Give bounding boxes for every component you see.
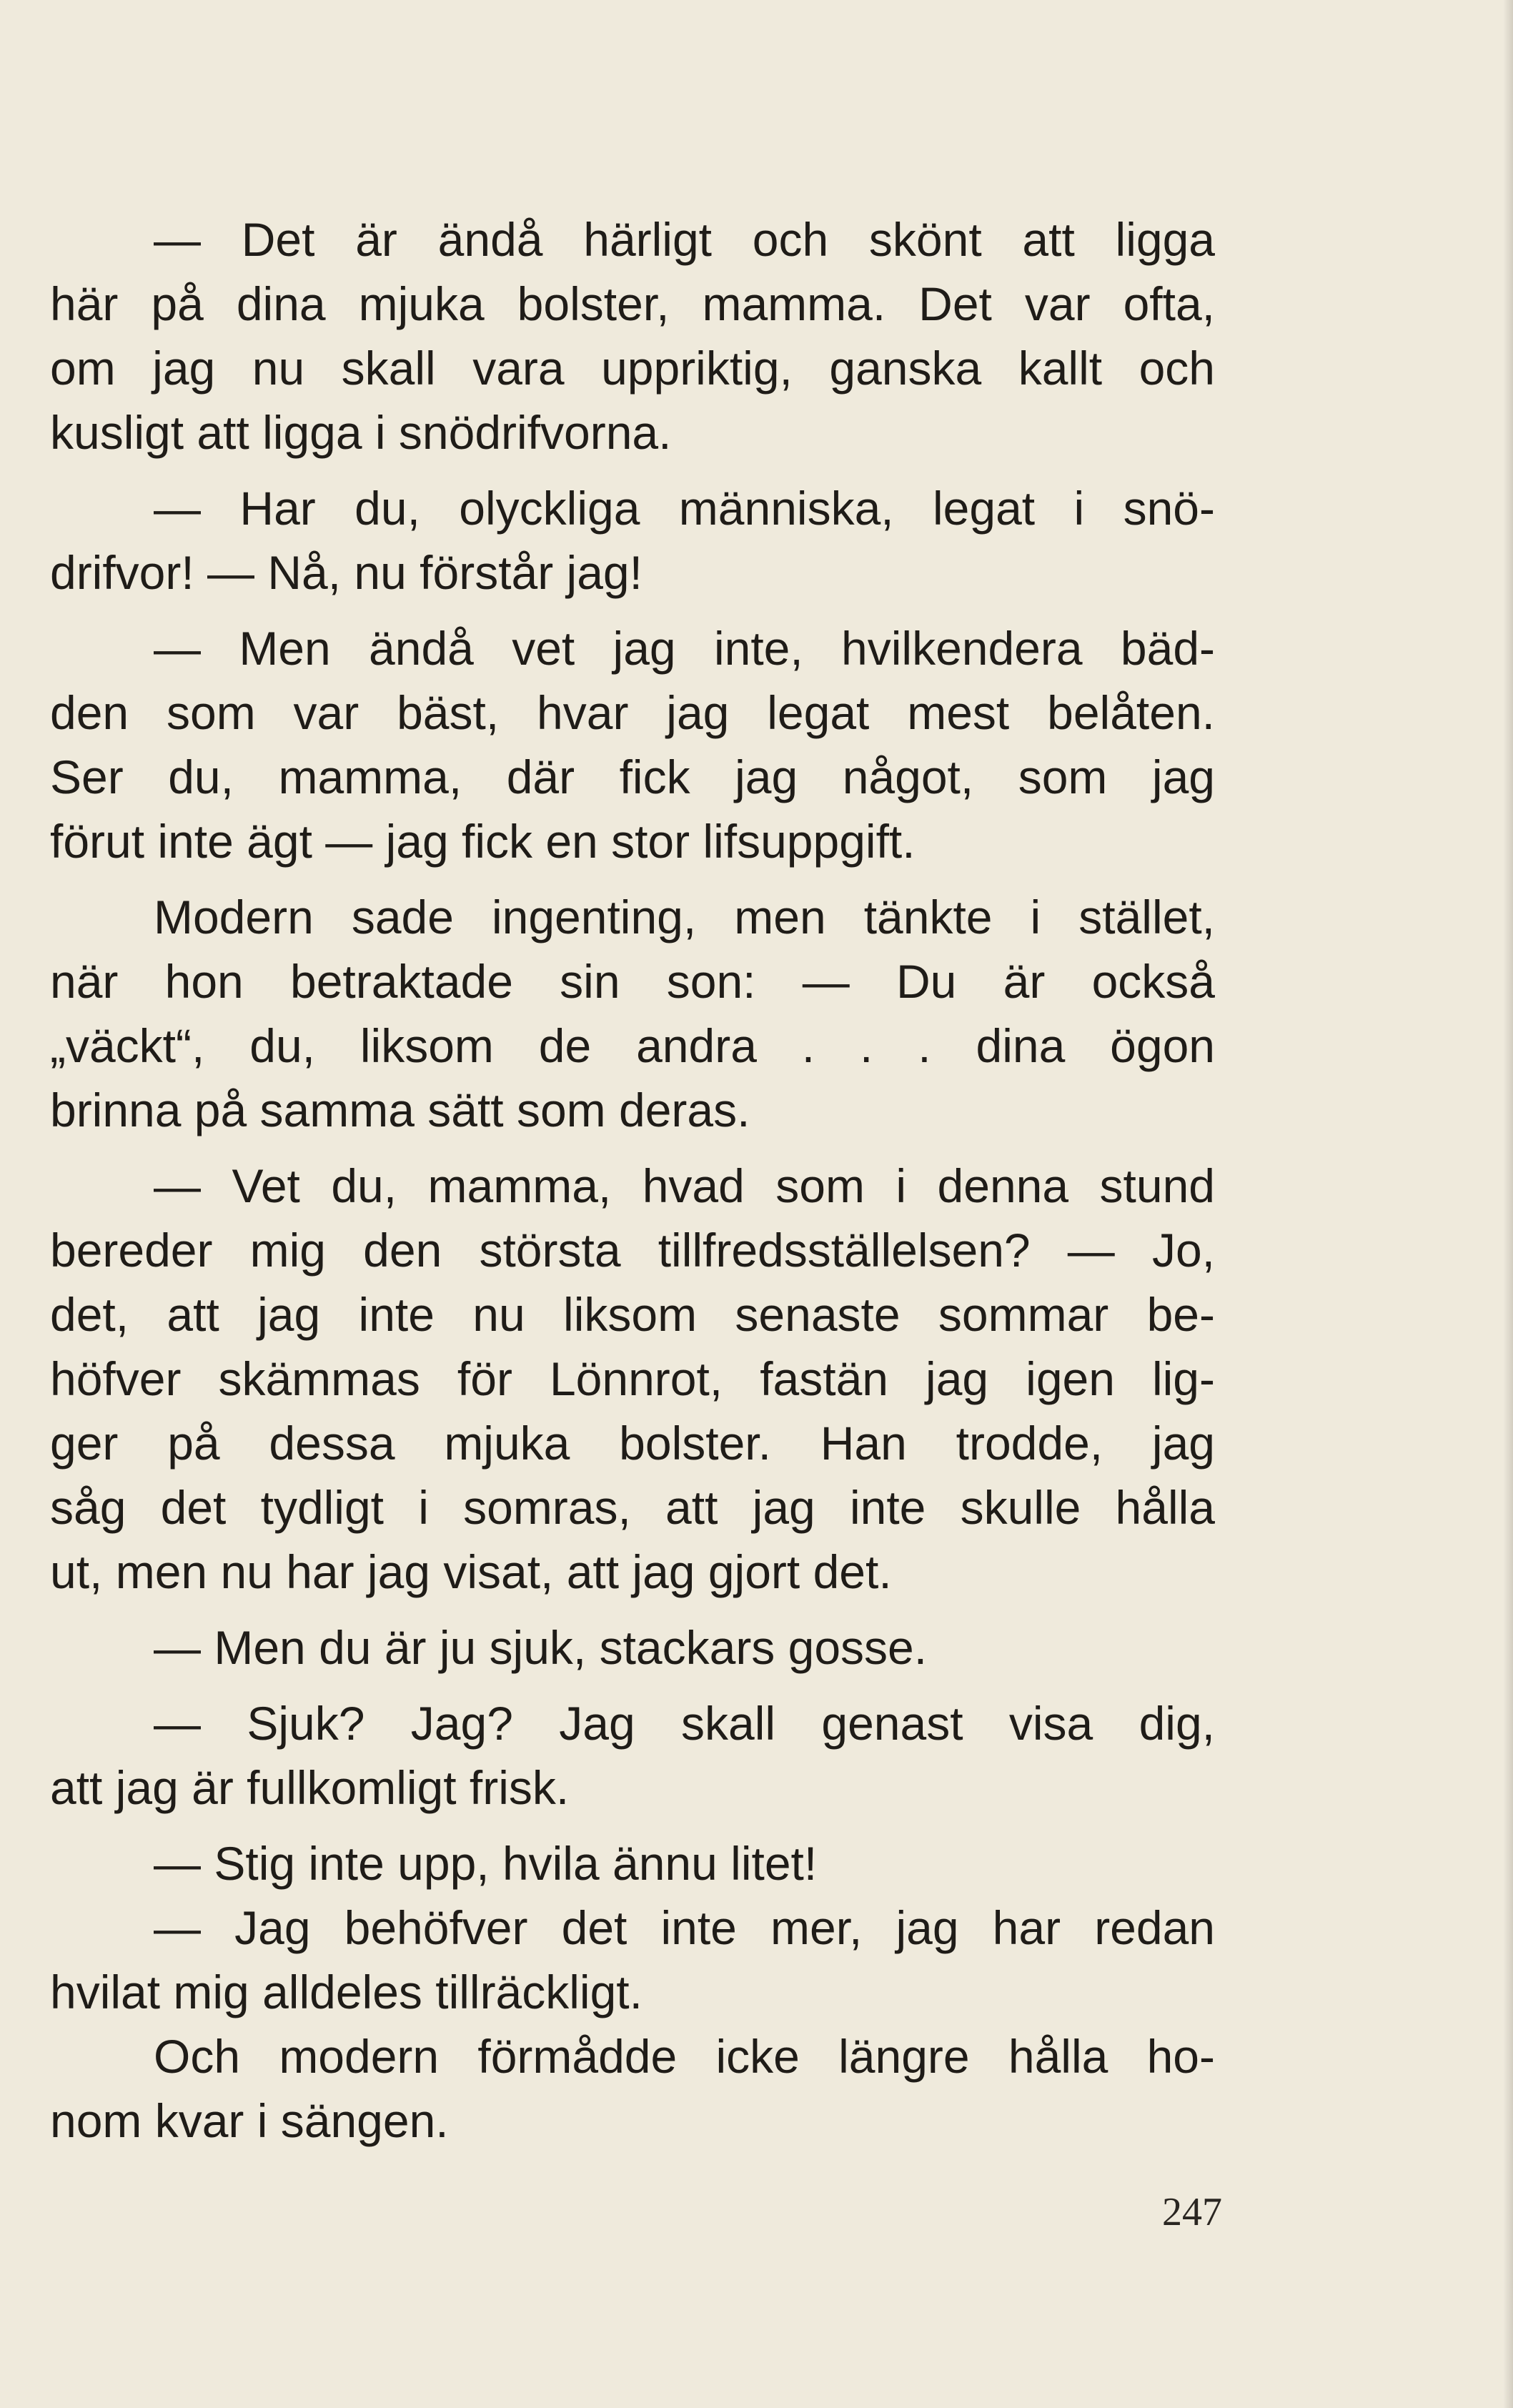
paragraph [50,1896,1215,2024]
text-line: det, att jag inte nu liksom senaste sommar be- [50,1288,1215,1341]
text-line: drifvor! — Nå, nu förstår jag! [50,546,643,599]
text-line: — Men du är ju sjuk, stackars gosse. [154,1621,928,1674]
text-line: „väckt“, du, liksom de andra . . . dina ögon [50,1019,1215,1072]
text-line: såg det tydligt i somras, att jag inte skulle hålla [50,1481,1215,1534]
text-line: ger på dessa mjuka bolster. Han trodde, jag [50,1417,1215,1470]
text-line: hvilat mig alldeles tillräckligt. [50,1966,643,2018]
text-line: nom kvar i sängen. [50,2094,449,2147]
text-line: förut inte ägt — jag fick en stor lifsuppgift. [50,815,916,868]
text-line: — Jag behöfver det inte mer, jag har redan [154,1901,1215,1954]
text-line: — Men ändå vet jag inte, hvilkendera bäd- [154,622,1215,675]
paragraph [50,1154,1215,1604]
text-line: Ser du, mamma, där fick jag något, som jag [50,750,1215,803]
text-line: ut, men nu har jag visat, att jag gjort det. [50,1545,892,1598]
text-line: höfver skämmas för Lönnrot, fastän jag igen lig- [50,1352,1215,1405]
text-line: att jag är fullkomligt frisk. [50,1761,570,1814]
page-number: 247 [1162,2190,1222,2234]
text-line: kusligt att ligga i snödrifvorna. [50,406,672,459]
paragraph [50,616,1215,873]
text-line: den som var bäst, hvar jag legat mest belåten. [50,686,1215,739]
text-line: — Har du, olyckliga människa, legat i snö- [154,482,1215,535]
text-line: Och modern förmådde icke längre hålla ho- [154,2030,1215,2083]
text-line: om jag nu skall vara uppriktig, ganska kallt och [50,342,1215,395]
paragraph [50,2024,1215,2153]
text-line: bereder mig den största tillfredsställelsen? — Jo, [50,1224,1215,1277]
text-line: — Stig inte upp, hvila ännu litet! [154,1837,818,1890]
paragraph [50,1831,1215,1896]
paragraph [50,1615,1215,1680]
paragraph [50,1691,1215,1820]
body-text [50,207,1215,2153]
text-line: — Vet du, mamma, hvad som i denna stund [154,1159,1215,1212]
text-line: — Sjuk? Jag? Jag skall genast visa dig, [154,1697,1215,1750]
paragraph [50,885,1215,1142]
text-line: — Det är ändå härligt och skönt att ligga [154,213,1215,266]
text-line: Modern sade ingenting, men tänkte i stället, [154,891,1215,943]
text-line: när hon betraktade sin son: — Du är också [50,955,1215,1008]
paragraph [50,476,1215,605]
text-line: brinna på samma sätt som deras. [50,1084,750,1136]
paragraph [50,207,1215,465]
text-line: här på dina mjuka bolster, mamma. Det var ofta, [50,277,1215,330]
